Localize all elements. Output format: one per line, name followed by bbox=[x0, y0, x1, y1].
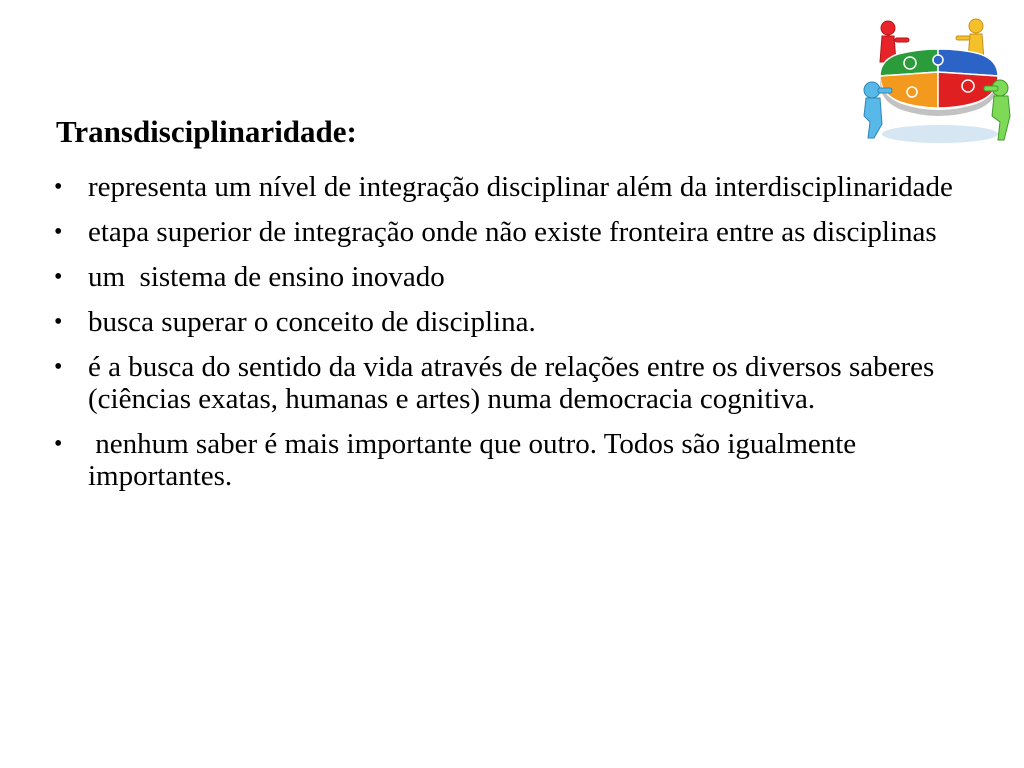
bullet-text: um sistema de ensino inovado bbox=[88, 261, 445, 293]
bullet-text: representa um nível de integração disciplinar além da interdisciplinaridade bbox=[88, 171, 953, 203]
bullet-item bbox=[54, 351, 954, 415]
bullet-item bbox=[54, 216, 954, 248]
bullet-marker: • bbox=[54, 174, 63, 200]
bullet-text: etapa superior de integração onde não existe fronteira entre as disciplinas bbox=[88, 216, 937, 248]
bullet-marker: • bbox=[54, 264, 63, 290]
bullet-marker: • bbox=[54, 431, 63, 457]
bullet-text: é a busca do sentido da vida através de relações entre os diversos saberes (ciências exatas, humanas e artes) numa democracia cognitiva. bbox=[88, 351, 942, 415]
bullet-item bbox=[54, 306, 954, 338]
puzzle-people-icon bbox=[858, 16, 1016, 150]
bullet-item bbox=[54, 428, 954, 492]
bullet-marker: • bbox=[54, 354, 63, 380]
bullet-list bbox=[54, 171, 954, 505]
bullet-marker: • bbox=[54, 309, 63, 335]
bullet-item bbox=[54, 171, 954, 203]
bullet-item bbox=[54, 261, 954, 293]
bullet-marker: • bbox=[54, 219, 63, 245]
bullet-text: nenhum saber é mais importante que outro. Todos são igualmente importantes. bbox=[88, 428, 864, 492]
slide-title: Transdisciplinaridade: bbox=[56, 114, 357, 149]
bullet-text: busca superar o conceito de disciplina. bbox=[88, 306, 536, 338]
